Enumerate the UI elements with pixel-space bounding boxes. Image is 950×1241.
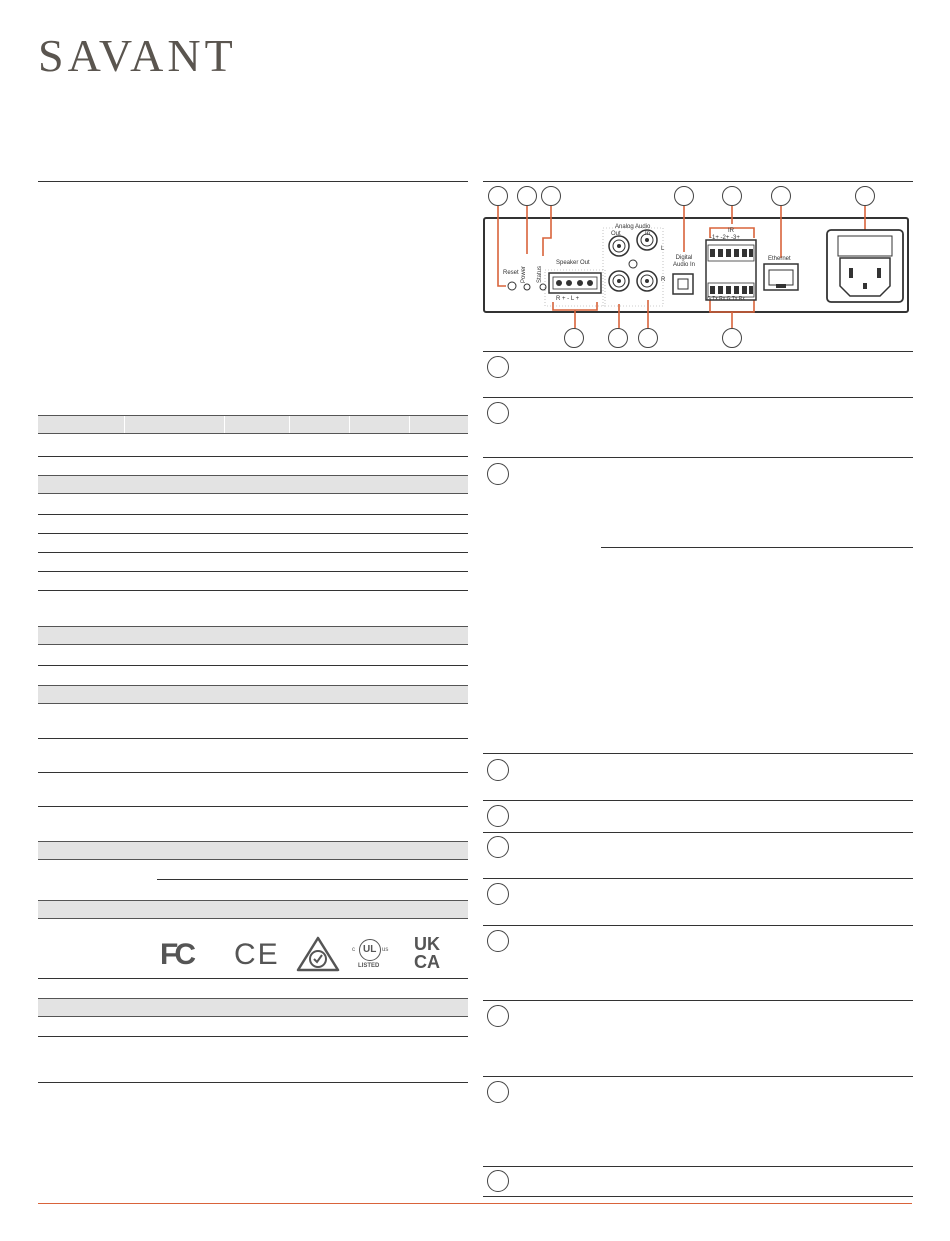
table-row xyxy=(157,879,468,880)
list-item-number xyxy=(487,836,509,858)
list-item-number xyxy=(487,759,509,781)
list-divider xyxy=(483,1000,913,1001)
savant-logo: SAVANT xyxy=(38,30,237,81)
list-divider xyxy=(483,397,913,398)
fcc-logo: FC xyxy=(160,938,192,971)
speaker-out-label: Speaker Out xyxy=(556,260,590,266)
table-section-header xyxy=(38,415,468,434)
status-label: Status xyxy=(537,265,543,283)
table-section-header xyxy=(38,626,468,645)
list-divider xyxy=(483,800,913,801)
table-row xyxy=(38,772,468,773)
table-section-header xyxy=(38,475,468,494)
ukca-logo-top: UK xyxy=(414,934,440,954)
table-row xyxy=(38,552,468,553)
list-item-number xyxy=(487,805,509,827)
list-divider xyxy=(483,351,913,352)
speaker-pins-label: R + - L + xyxy=(556,296,580,302)
table-row xyxy=(38,806,468,807)
list-divider xyxy=(483,1196,913,1197)
list-item-number xyxy=(487,1081,509,1103)
table-row xyxy=(38,978,468,979)
list-divider xyxy=(483,1076,913,1077)
ethernet-label: Ethernet xyxy=(768,256,791,262)
table-row xyxy=(38,1082,468,1083)
ir-label: IR xyxy=(728,228,734,234)
list-item-number xyxy=(487,463,509,485)
ul-listed-logo: c UL us LISTED xyxy=(352,938,392,974)
ir-channels-label: -1+ -2+ -3+ xyxy=(710,235,740,241)
digital-audio-in-label: Digital Audio In xyxy=(672,255,696,268)
power-label: Power xyxy=(521,265,527,283)
table-section-header xyxy=(38,841,468,860)
reset-label: Reset xyxy=(503,270,519,276)
list-divider xyxy=(483,457,913,458)
table-row xyxy=(38,590,468,591)
analog-out-label: Out xyxy=(611,231,621,237)
table-row xyxy=(38,456,468,457)
list-item-number xyxy=(487,402,509,424)
list-divider xyxy=(483,832,913,833)
analog-in-label: In xyxy=(645,231,651,237)
list-item-number xyxy=(487,1005,509,1027)
rcm-logo xyxy=(296,936,340,972)
ir-pins-label: G Tx Rx G Tx Rx xyxy=(707,296,745,302)
list-item-number xyxy=(487,1170,509,1192)
ce-logo: CE xyxy=(234,938,280,971)
table-row xyxy=(38,1036,468,1037)
right-channel-label: R xyxy=(661,277,666,283)
table-row xyxy=(38,533,468,534)
sub-table-rule xyxy=(601,547,913,548)
table-row xyxy=(38,738,468,739)
list-divider xyxy=(483,1166,913,1167)
analog-audio-label: Analog Audio xyxy=(615,224,651,230)
list-divider xyxy=(483,753,913,754)
list-divider xyxy=(483,925,913,926)
table-section-header xyxy=(38,998,468,1017)
table-row xyxy=(38,665,468,666)
list-item-number xyxy=(487,356,509,378)
table-section-header xyxy=(38,900,468,919)
list-divider xyxy=(483,878,913,879)
table-row xyxy=(38,514,468,515)
ukca-logo-bottom: CA xyxy=(414,952,440,972)
list-item-number xyxy=(487,930,509,952)
list-item-number xyxy=(487,883,509,905)
table-section-header xyxy=(38,685,468,704)
footer-accent-line xyxy=(38,1203,912,1204)
panel-graphics xyxy=(0,0,950,360)
table-row xyxy=(38,571,468,572)
left-channel-label: L xyxy=(661,246,665,252)
